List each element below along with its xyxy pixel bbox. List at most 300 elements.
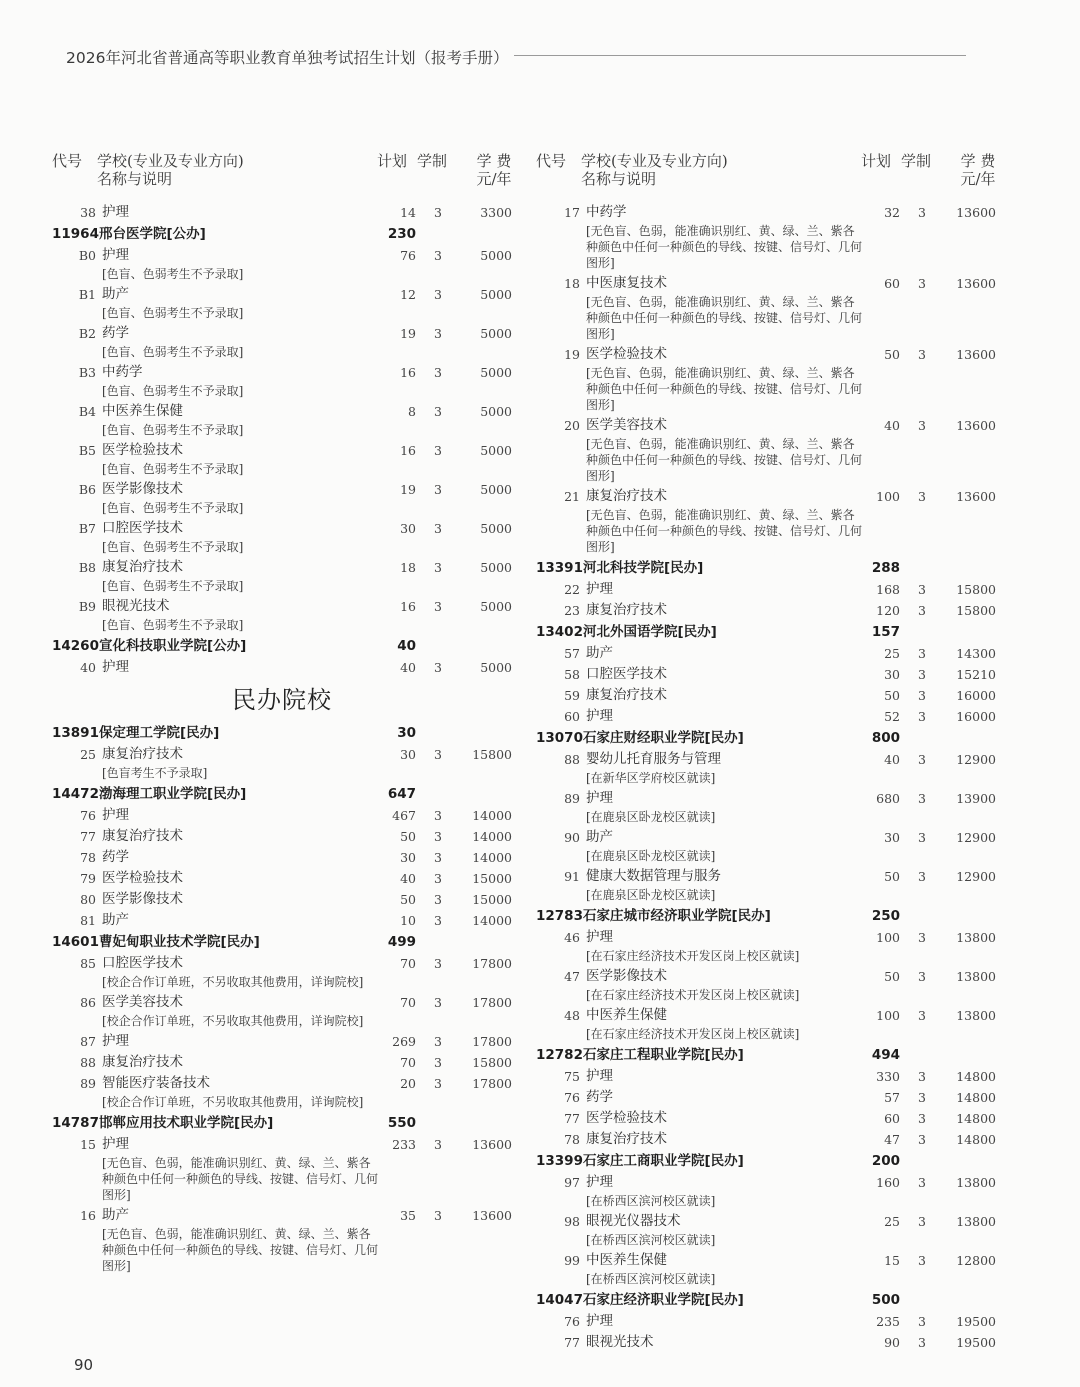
program-years: 3	[434, 248, 442, 263]
program-note: [无色盲、色弱，能准确识别红、黄、绿、兰、紫各种颜色中任何一种颜色的导线、按键、信号灯、几何图形]	[102, 1156, 379, 1202]
program-fee: 13600	[472, 1137, 512, 1152]
program-name: 口腔医学技术	[102, 955, 183, 971]
program-row	[536, 866, 1006, 887]
program-years: 3	[918, 969, 926, 984]
program-code: B7	[78, 521, 96, 536]
program-fee: 13600	[956, 276, 996, 291]
program-name: 药学	[586, 1089, 613, 1105]
right-column	[536, 148, 1006, 1353]
program-row	[536, 927, 1006, 948]
program-name: 中医养生保健	[586, 1007, 667, 1023]
program-fee: 5000	[480, 560, 512, 575]
program-plan: 25	[884, 1214, 900, 1229]
program-name: 护理	[102, 1136, 129, 1152]
program-name: 助产	[102, 912, 129, 928]
program-name: 医学检验技术	[102, 442, 183, 458]
program-plan: 35	[400, 1208, 416, 1223]
program-note: [色盲、色弱考生不予录取]	[102, 345, 244, 359]
program-row	[536, 486, 1006, 507]
program-fee: 5000	[480, 599, 512, 614]
program-years: 3	[918, 830, 926, 845]
school-total: 30	[397, 725, 416, 741]
program-code: B8	[78, 560, 96, 575]
program-name: 康复治疗技术	[102, 1054, 183, 1070]
header-plan: 计划	[861, 152, 892, 170]
program-code: 20	[564, 418, 580, 433]
program-entry	[536, 1311, 1006, 1332]
program-plan: 15	[884, 1253, 900, 1268]
program-years: 3	[434, 560, 442, 575]
school-name: 石家庄工商职业学院[民办]	[583, 1153, 744, 1169]
school-name: 邢台医学院[公办]	[99, 226, 206, 242]
program-years: 3	[434, 956, 442, 971]
program-fee: 16000	[956, 688, 996, 703]
program-entry	[536, 643, 1006, 664]
program-entry	[536, 1005, 1006, 1044]
program-name: 护理	[586, 1068, 613, 1084]
program-plan: 40	[400, 871, 416, 886]
program-years: 3	[918, 1314, 926, 1329]
program-code: 85	[80, 956, 96, 971]
school-row	[536, 621, 1006, 643]
program-entry	[52, 1052, 522, 1073]
school-row	[536, 557, 1006, 579]
program-entry	[52, 992, 522, 1031]
program-code: 23	[564, 603, 580, 618]
program-row	[52, 401, 522, 422]
program-name: 智能医疗装备技术	[102, 1075, 210, 1091]
program-entry	[52, 1031, 522, 1052]
program-row	[536, 415, 1006, 436]
program-code: 16	[80, 1208, 96, 1223]
school-row	[52, 783, 522, 805]
school-name: 石家庄经济职业学院[民办]	[583, 1292, 744, 1308]
program-fee: 12900	[956, 752, 996, 767]
school-total: 494	[871, 1047, 900, 1063]
program-fee: 13600	[956, 347, 996, 362]
school-code: 13399	[536, 1153, 583, 1169]
header-fee	[952, 152, 1004, 188]
program-note: [无色盲、色弱，能准确识别红、黄、绿、兰、紫各种颜色中任何一种颜色的导线、按键、信号灯、几何图形]	[586, 508, 863, 554]
school-total: 250	[871, 908, 900, 924]
program-code: 25	[80, 747, 96, 762]
program-entry	[52, 889, 522, 910]
program-name: 护理	[102, 204, 129, 220]
program-entry	[52, 744, 522, 783]
program-row	[536, 273, 1006, 294]
program-name: 口腔医学技术	[586, 666, 667, 682]
school-total: 157	[871, 624, 900, 640]
program-years: 3	[434, 1034, 442, 1049]
program-name: 护理	[586, 1313, 613, 1329]
column-header	[536, 148, 1006, 196]
program-code: 46	[564, 930, 580, 945]
header-years: 学制	[417, 152, 448, 170]
program-name: 药学	[102, 325, 129, 341]
program-note: [校企合作订单班，不另收取其他费用，详询院校]	[102, 1014, 364, 1028]
school-code: 13070	[536, 730, 583, 746]
program-code: 40	[80, 660, 96, 675]
program-code: 86	[80, 995, 96, 1010]
program-code: 91	[564, 869, 580, 884]
program-name: 中医养生保健	[586, 1252, 667, 1268]
program-fee: 5000	[480, 443, 512, 458]
program-plan: 30	[884, 830, 900, 845]
program-row	[536, 685, 1006, 706]
program-entry	[536, 1066, 1006, 1087]
program-entry	[52, 479, 522, 518]
program-code: B0	[78, 248, 96, 263]
school-name: 石家庄城市经济职业学院[民办]	[583, 908, 771, 924]
program-years: 3	[918, 205, 926, 220]
program-row	[536, 202, 1006, 223]
program-entry	[536, 1172, 1006, 1211]
program-entry	[52, 1073, 522, 1112]
program-fee: 5000	[480, 404, 512, 419]
program-years: 3	[434, 482, 442, 497]
program-name: 中药学	[102, 364, 143, 380]
program-entry	[536, 344, 1006, 415]
program-name: 医学影像技术	[102, 481, 183, 497]
program-plan: 100	[876, 1008, 900, 1023]
program-plan: 40	[884, 752, 900, 767]
program-plan: 47	[884, 1132, 900, 1147]
school-row	[536, 905, 1006, 927]
program-entry	[52, 245, 522, 284]
program-years: 3	[918, 1008, 926, 1023]
program-name: 康复治疗技术	[102, 559, 183, 575]
program-fee: 5000	[480, 365, 512, 380]
program-plan: 16	[400, 599, 416, 614]
program-note: [色盲考生不予录取]	[102, 766, 208, 780]
program-code: 78	[80, 850, 96, 865]
program-entry	[52, 401, 522, 440]
program-row	[536, 1211, 1006, 1232]
program-note: [在鹿泉区卧龙校区就读]	[586, 810, 716, 824]
program-code: 90	[564, 830, 580, 845]
program-code: 17	[564, 205, 580, 220]
program-code: 60	[564, 709, 580, 724]
program-entry	[536, 866, 1006, 905]
program-name: 助产	[586, 829, 613, 845]
program-note: [无色盲、色弱，能准确识别红、黄、绿、兰、紫各种颜色中任何一种颜色的导线、按键、信号灯、几何图形]	[586, 366, 863, 412]
school-total: 200	[871, 1153, 900, 1169]
program-note: [色盲、色弱考生不予录取]	[102, 579, 244, 593]
program-fee: 13800	[956, 1214, 996, 1229]
program-years: 3	[918, 791, 926, 806]
program-plan: 60	[884, 1111, 900, 1126]
program-years: 3	[434, 871, 442, 886]
program-row	[52, 1073, 522, 1094]
program-row	[52, 557, 522, 578]
program-code: 77	[564, 1335, 580, 1350]
program-code: 97	[564, 1175, 580, 1190]
program-row	[536, 344, 1006, 365]
program-row	[536, 600, 1006, 621]
program-code: B6	[78, 482, 96, 497]
program-years: 3	[434, 1137, 442, 1152]
program-years: 3	[918, 347, 926, 362]
program-fee: 13800	[956, 1008, 996, 1023]
program-row	[536, 1087, 1006, 1108]
program-code: 22	[564, 582, 580, 597]
program-code: 58	[564, 667, 580, 682]
program-fee: 14000	[472, 808, 512, 823]
school-total: 647	[387, 786, 416, 802]
program-code: 18	[564, 276, 580, 291]
program-entry	[536, 788, 1006, 827]
program-name: 助产	[102, 1207, 129, 1223]
program-years: 3	[434, 829, 442, 844]
program-row	[52, 362, 522, 383]
program-entry	[536, 1087, 1006, 1108]
program-fee: 13800	[956, 1175, 996, 1190]
program-name: 婴幼儿托育服务与管理	[586, 751, 721, 767]
program-name: 康复治疗技术	[586, 1131, 667, 1147]
program-plan: 70	[400, 1055, 416, 1070]
school-code: 12783	[536, 908, 583, 924]
program-code: 76	[564, 1090, 580, 1105]
program-years: 3	[918, 688, 926, 703]
program-code: 81	[80, 913, 96, 928]
program-plan: 60	[884, 276, 900, 291]
program-note: [无色盲、色弱，能准确识别红、黄、绿、兰、紫各种颜色中任何一种颜色的导线、按键、信号灯、几何图形]	[102, 1227, 379, 1273]
program-plan: 680	[876, 791, 900, 806]
header-fee-line1: 学 费	[476, 152, 512, 170]
program-row	[52, 1052, 522, 1073]
program-row	[52, 1205, 522, 1226]
program-note: [在鹿泉区卧龙校区就读]	[586, 888, 716, 902]
program-years: 3	[434, 913, 442, 928]
program-row	[536, 643, 1006, 664]
program-name: 中药学	[586, 204, 627, 220]
program-row	[536, 664, 1006, 685]
program-plan: 14	[400, 205, 416, 220]
program-row	[536, 579, 1006, 600]
program-entry	[536, 1129, 1006, 1150]
program-note: [在石家庄经济技术开发区岗上校区就读]	[586, 988, 800, 1002]
program-fee: 14800	[956, 1111, 996, 1126]
school-row	[536, 1044, 1006, 1066]
program-name: 医学美容技术	[102, 994, 183, 1010]
program-plan: 16	[400, 365, 416, 380]
program-fee: 13800	[956, 930, 996, 945]
program-fee: 13600	[956, 489, 996, 504]
program-years: 3	[918, 1132, 926, 1147]
program-name: 眼视光仪器技术	[586, 1213, 681, 1229]
program-entry	[536, 827, 1006, 866]
program-name: 口腔医学技术	[102, 520, 183, 536]
program-entry	[52, 910, 522, 931]
program-name: 护理	[102, 1033, 129, 1049]
column-body	[536, 202, 1006, 1353]
program-years: 3	[434, 995, 442, 1010]
program-fee: 14800	[956, 1090, 996, 1105]
school-row	[52, 1112, 522, 1134]
school-name: 曹妃甸职业技术学院[民办]	[99, 934, 260, 950]
school-row	[536, 1150, 1006, 1172]
program-code: 99	[564, 1253, 580, 1268]
program-years: 3	[918, 603, 926, 618]
program-fee: 12900	[956, 869, 996, 884]
program-code: 89	[80, 1076, 96, 1091]
program-entry	[52, 657, 522, 678]
program-fee: 12800	[956, 1253, 996, 1268]
program-plan: 40	[400, 660, 416, 675]
program-fee: 14300	[956, 646, 996, 661]
program-name: 医学检验技术	[102, 870, 183, 886]
program-name: 眼视光技术	[586, 1334, 654, 1350]
program-row	[52, 910, 522, 931]
header-name-line2: 名称与说明	[581, 170, 657, 188]
program-row	[536, 1066, 1006, 1087]
program-years: 3	[918, 1175, 926, 1190]
program-note: [色盲、色弱考生不予录取]	[102, 501, 244, 515]
program-plan: 30	[400, 521, 416, 536]
program-name: 医学影像技术	[586, 968, 667, 984]
program-plan: 12	[400, 287, 416, 302]
program-code: 47	[564, 969, 580, 984]
program-row	[52, 245, 522, 266]
program-fee: 15000	[472, 892, 512, 907]
program-row	[52, 479, 522, 500]
program-entry	[52, 868, 522, 889]
page-number: 90	[74, 1356, 94, 1374]
program-years: 3	[434, 599, 442, 614]
program-entry	[536, 415, 1006, 486]
program-entry	[536, 1332, 1006, 1353]
program-entry	[52, 202, 522, 223]
program-note: [色盲、色弱考生不予录取]	[102, 267, 244, 281]
program-name: 康复治疗技术	[586, 602, 667, 618]
column-header	[52, 148, 522, 196]
program-code: B5	[78, 443, 96, 458]
program-row	[52, 440, 522, 461]
program-row	[536, 749, 1006, 770]
program-code: B3	[78, 365, 96, 380]
program-fee: 5000	[480, 521, 512, 536]
program-name: 护理	[586, 581, 613, 597]
school-total: 40	[397, 638, 416, 654]
program-row	[52, 518, 522, 539]
program-fee: 15800	[956, 582, 996, 597]
program-fee: 14000	[472, 829, 512, 844]
program-fee: 5000	[480, 326, 512, 341]
program-plan: 70	[400, 995, 416, 1010]
program-entry	[52, 1134, 522, 1205]
program-plan: 19	[400, 482, 416, 497]
program-years: 3	[434, 365, 442, 380]
program-years: 3	[434, 287, 442, 302]
program-note: [无色盲、色弱，能准确识别红、黄、绿、兰、紫各种颜色中任何一种颜色的导线、按键、信号灯、几何图形]	[586, 295, 863, 341]
program-entry	[536, 685, 1006, 706]
program-row	[52, 847, 522, 868]
program-name: 医学影像技术	[102, 891, 183, 907]
program-note: [色盲、色弱考生不予录取]	[102, 540, 244, 554]
program-fee: 16000	[956, 709, 996, 724]
program-row	[52, 805, 522, 826]
program-code: 89	[564, 791, 580, 806]
program-years: 3	[434, 326, 442, 341]
program-fee: 12900	[956, 830, 996, 845]
program-years: 3	[918, 1253, 926, 1268]
program-row	[52, 953, 522, 974]
program-name: 护理	[586, 708, 613, 724]
program-plan: 50	[400, 829, 416, 844]
program-code: B4	[78, 404, 96, 419]
program-plan: 168	[876, 582, 900, 597]
program-fee: 13600	[472, 1208, 512, 1223]
program-code: B2	[78, 326, 96, 341]
page-header	[66, 46, 966, 68]
school-code: 14260	[52, 638, 99, 654]
program-entry	[52, 826, 522, 847]
program-note: [色盲、色弱考生不予录取]	[102, 462, 244, 476]
program-entry	[52, 596, 522, 635]
school-total: 500	[871, 1292, 900, 1308]
program-code: 80	[80, 892, 96, 907]
program-entry	[536, 1108, 1006, 1129]
program-plan: 467	[392, 808, 416, 823]
program-entry	[52, 518, 522, 557]
header-years: 学制	[901, 152, 932, 170]
program-row	[536, 1311, 1006, 1332]
program-entry	[52, 805, 522, 826]
program-code: 19	[564, 347, 580, 362]
program-plan: 32	[884, 205, 900, 220]
program-entry	[52, 323, 522, 362]
program-code: 38	[80, 205, 96, 220]
program-years: 3	[918, 1090, 926, 1105]
program-note: [无色盲、色弱，能准确识别红、黄、绿、兰、紫各种颜色中任何一种颜色的导线、按键、信号灯、几何图形]	[586, 224, 863, 270]
program-plan: 16	[400, 443, 416, 458]
school-name: 宣化科技职业学院[公办]	[99, 638, 247, 654]
program-entry	[536, 202, 1006, 273]
program-row	[536, 1172, 1006, 1193]
program-entry	[536, 927, 1006, 966]
program-years: 3	[434, 1055, 442, 1070]
program-entry	[536, 749, 1006, 788]
program-entry	[536, 579, 1006, 600]
program-entry	[52, 557, 522, 596]
program-plan: 30	[884, 667, 900, 682]
program-years: 3	[434, 850, 442, 865]
program-row	[52, 744, 522, 765]
program-name: 护理	[586, 1174, 613, 1190]
program-years: 3	[918, 489, 926, 504]
program-note: [在桥西区滨河校区就读]	[586, 1272, 716, 1286]
program-name: 护理	[102, 659, 129, 675]
program-years: 3	[434, 747, 442, 762]
program-name: 药学	[102, 849, 129, 865]
program-fee: 14000	[472, 850, 512, 865]
school-code: 14787	[52, 1115, 99, 1131]
program-note: [在桥西区滨河校区就读]	[586, 1233, 716, 1247]
section-title: 民办院校	[232, 686, 332, 714]
program-plan: 100	[876, 930, 900, 945]
program-name: 医学检验技术	[586, 346, 667, 362]
school-total: 550	[387, 1115, 416, 1131]
program-fee: 15800	[472, 1055, 512, 1070]
program-row	[52, 868, 522, 889]
program-row	[536, 827, 1006, 848]
program-fee: 5000	[480, 248, 512, 263]
header-name-line1: 学校(专业及专业方向)	[97, 152, 244, 170]
program-row	[52, 889, 522, 910]
school-code: 11964	[52, 226, 99, 242]
program-fee: 14800	[956, 1069, 996, 1084]
header-name	[581, 152, 728, 188]
